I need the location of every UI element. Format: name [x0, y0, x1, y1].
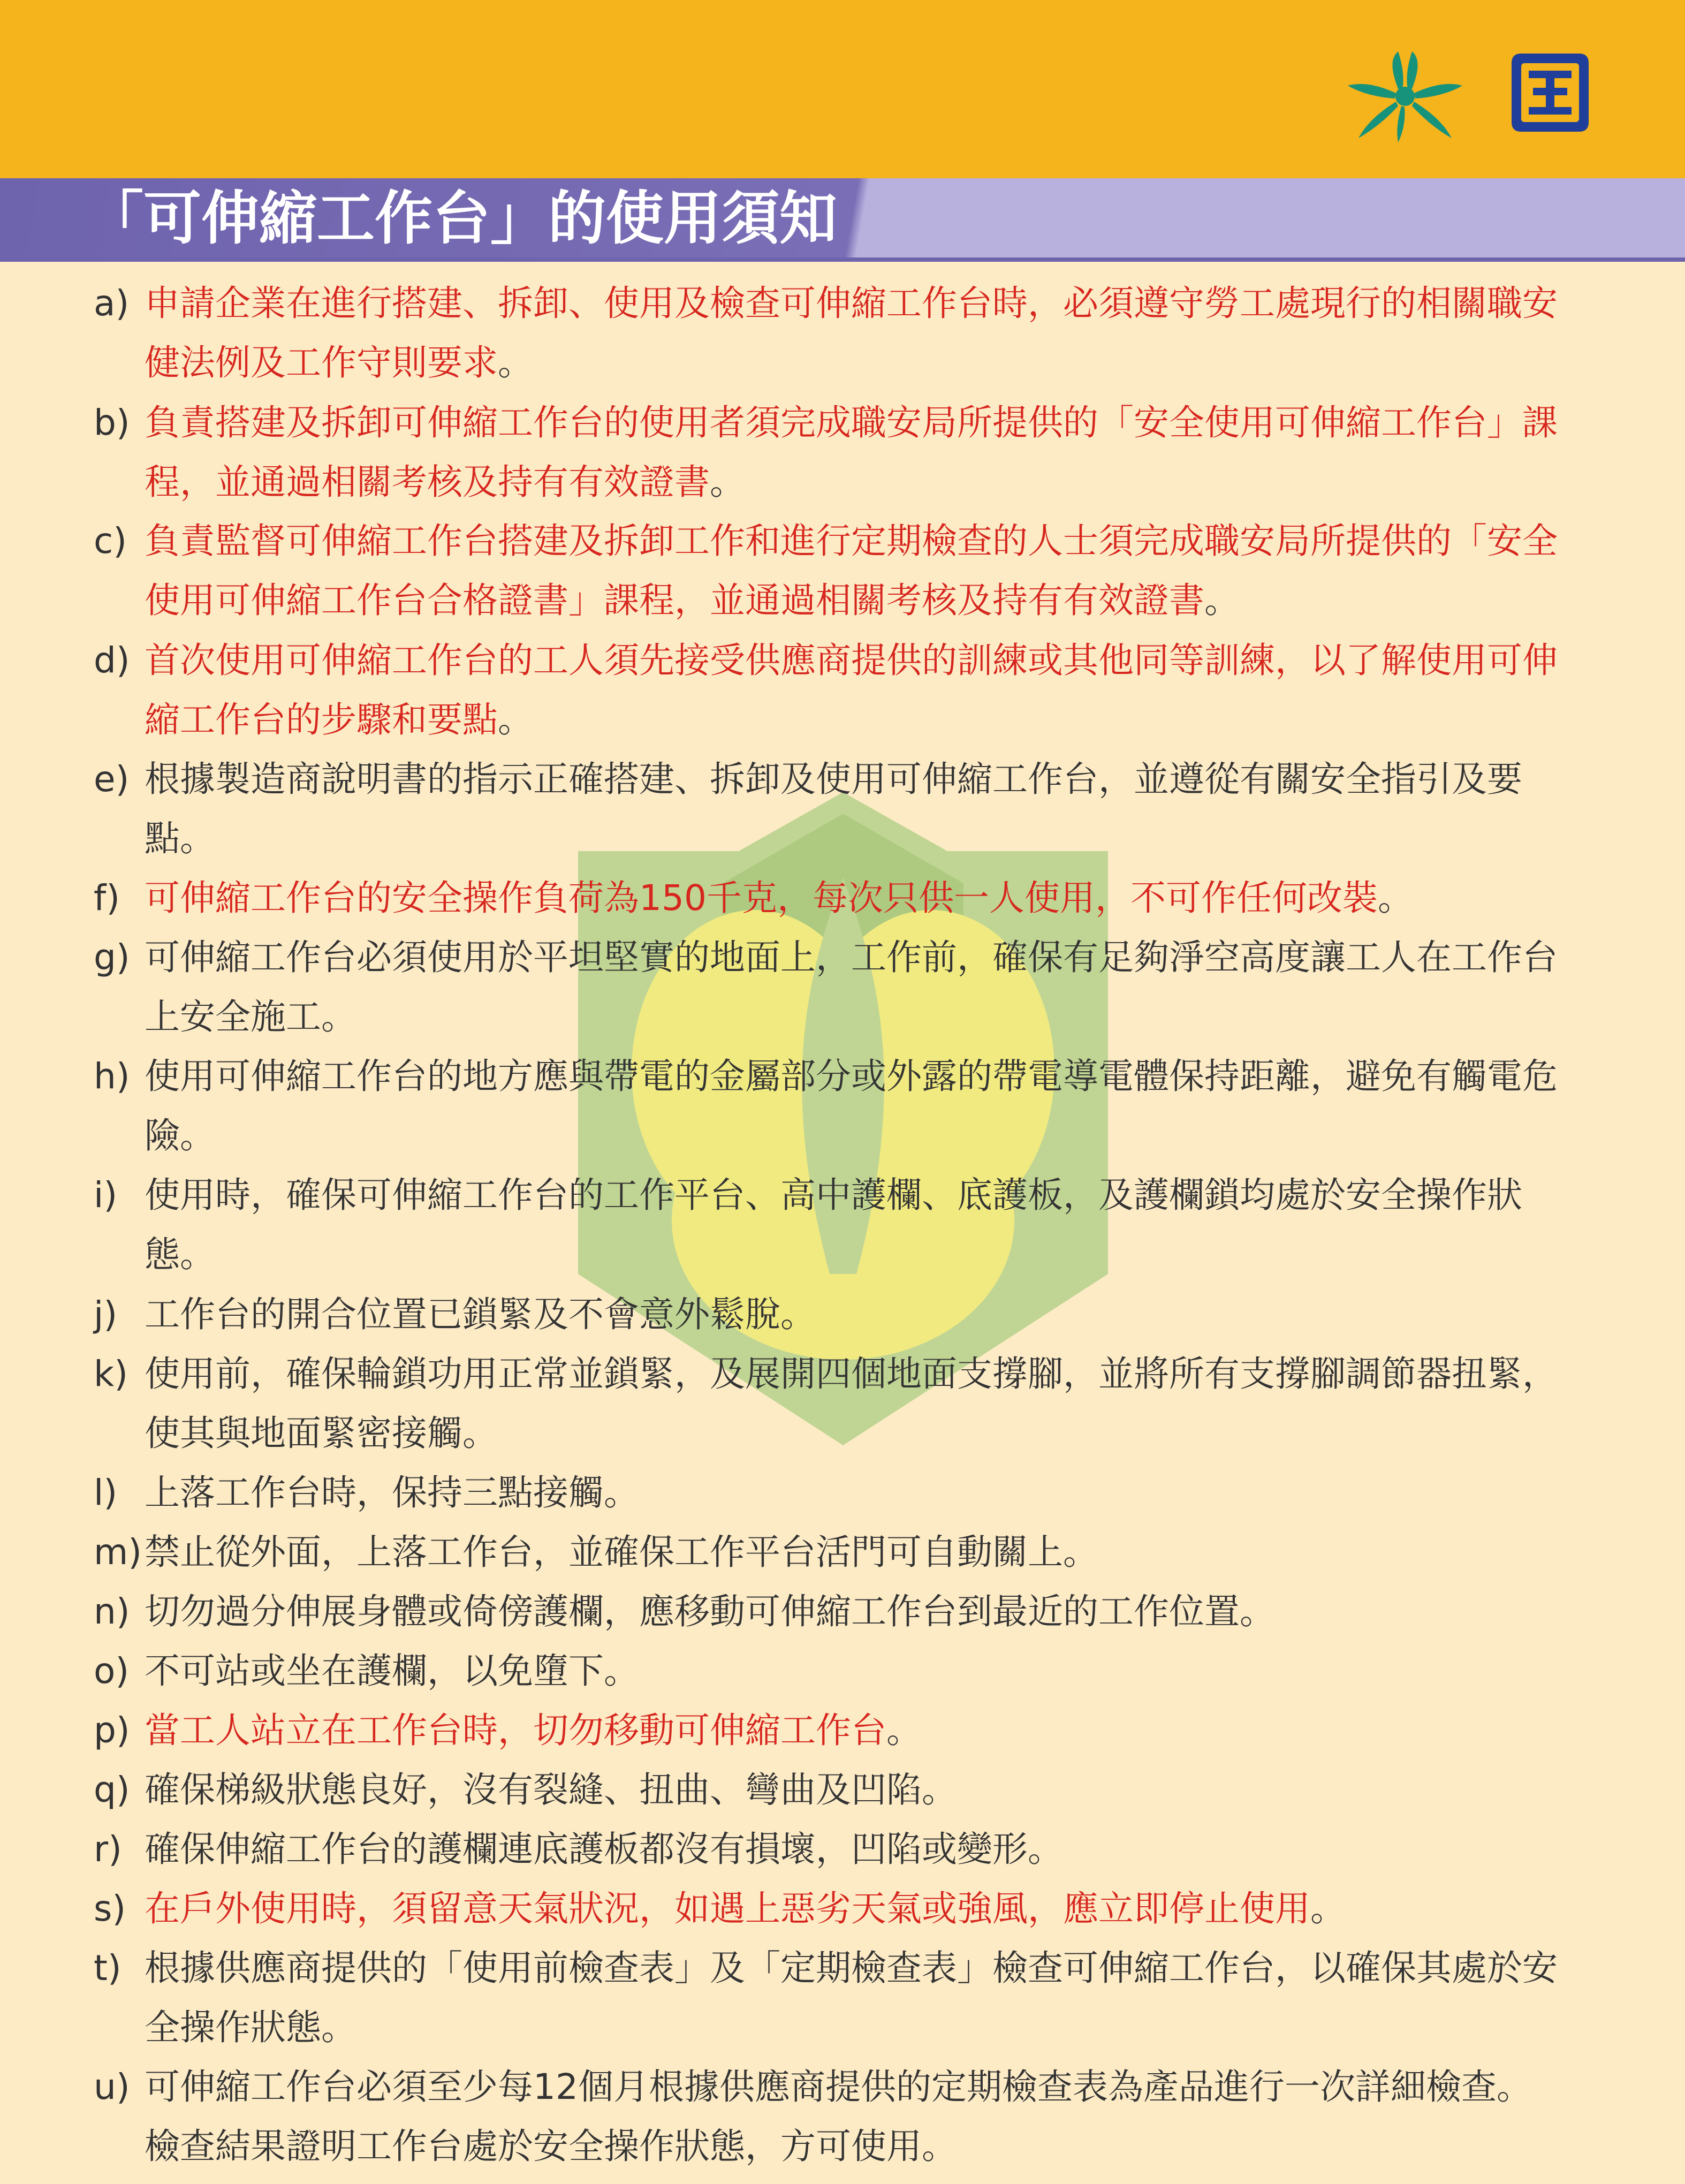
item-label: q)	[94, 1769, 130, 1810]
item-tail: 。	[604, 1650, 639, 1692]
item-text: 切勿過分伸展身體或倚傍護欄，應移動可伸縮工作台到最近的工作位置	[145, 1591, 1240, 1632]
item-tail: 。	[1028, 1829, 1063, 1870]
item-label: p)	[94, 1710, 130, 1751]
list-item	[94, 868, 1560, 928]
item-tail: 。	[321, 996, 356, 1037]
item-label: s)	[94, 1888, 126, 1929]
item-text: 使用可伸縮工作台的地方應與帶電的金屬部分或外露的帶電導電體保持距離，避免有觸電危險	[145, 1056, 1558, 1156]
item-text: 確保伸縮工作台的護欄連底護板都沒有損壞，凹陷或變形	[145, 1829, 1028, 1870]
list-item	[94, 511, 1560, 630]
item-text: 可伸縮工作台必須使用於平坦堅實的地面上，工作前，確保有足夠淨空高度讓工人在工作台上安全施工	[145, 937, 1558, 1037]
item-text: 當工人站立在工作台時，切勿移動可伸縮工作台	[145, 1710, 886, 1751]
item-text: 可伸縮工作台必須至少每12個月根據供應商提供的定期檢查表為產品進行一次詳細檢查。檢查結果證明工作台處於安全操作狀態，方可使用	[145, 2066, 1532, 2167]
list-item	[94, 1522, 1560, 1582]
item-text: 確保梯級狀態良好，沒有裂縫、扭曲、彎曲及凹陷	[145, 1769, 922, 1810]
item-tail: 。	[780, 1294, 816, 1335]
item-tail: 。	[1377, 877, 1413, 919]
item-text: 申請企業在進行搭建、拆卸、使用及檢查可伸縮工作台時，必須遵守勞工處現行的相關職安健法例及工作守則要求	[145, 283, 1558, 383]
item-text: 根據供應商提供的「使用前檢查表」及「定期檢查表」檢查可伸縮工作台，以確保其處於安全操作狀態	[145, 1947, 1558, 2048]
list-item	[94, 631, 1560, 749]
item-text: 負責搭建及拆卸可伸縮工作台的使用者須完成職安局所提供的「安全使用可伸縮工作台」課程，並通過相關考核及持有有效證書	[145, 402, 1558, 503]
item-label: l)	[94, 1472, 118, 1513]
item-label: k)	[94, 1353, 128, 1394]
list-item	[94, 393, 1560, 512]
item-tail: 。	[180, 818, 215, 859]
list-item	[94, 1641, 1560, 1701]
item-label: a)	[94, 283, 130, 324]
item-label: b)	[94, 402, 130, 443]
item-tail: 。	[498, 699, 533, 740]
item-label: r)	[94, 1829, 122, 1870]
item-text: 上落工作台時，保持三點接觸	[145, 1472, 604, 1513]
item-label: j)	[94, 1294, 118, 1335]
item-label: n)	[94, 1591, 130, 1632]
item-tail: 。	[180, 1234, 215, 1275]
item-text: 可伸縮工作台的安全操作負荷為150千克，每次只供一人使用，不可作任何改裝	[145, 877, 1378, 919]
list-item	[94, 1463, 1560, 1522]
item-tail: 。	[710, 461, 745, 503]
list-item	[94, 749, 1560, 868]
list-item	[94, 2057, 1560, 2176]
item-tail: 。	[1310, 1888, 1346, 1929]
item-text: 首次使用可伸縮工作台的工人須先接受供應商提供的訓練或其他同等訓練，以了解使用可伸縮工作台的步驟和要點	[145, 640, 1558, 740]
list-item	[94, 1938, 1560, 2057]
item-tail: 。	[321, 2007, 356, 2048]
item-label: h)	[94, 1056, 130, 1097]
list-item	[94, 928, 1560, 1046]
item-text: 根據製造商說明書的指示正確搭建、拆卸及使用可伸縮工作台，並遵從有關安全指引及要點	[145, 759, 1522, 859]
item-tail: 。	[498, 342, 533, 383]
item-text: 使用前，確保輪鎖功用正常並鎖緊，及展開四個地面支撐腳，並將所有支撐腳調節器扭緊，使其與地面緊密接觸	[145, 1353, 1558, 1454]
item-tail: 。	[462, 1413, 498, 1454]
item-label: m)	[94, 1531, 142, 1573]
item-text: 負責監督可伸縮工作台搭建及拆卸工作和進行定期檢查的人士須完成職安局所提供的「安全使用可伸縮工作台合格證書」課程，並通過相關考核及持有有效證書	[145, 520, 1558, 621]
list-item	[94, 1165, 1560, 1284]
item-tail: 。	[1240, 1591, 1275, 1632]
item-tail: 。	[922, 1769, 957, 1810]
item-label: e)	[94, 759, 130, 800]
item-tail: 。	[180, 1115, 215, 1156]
list-item	[94, 1285, 1560, 1344]
item-text: 不可站或坐在護欄，以免墮下	[145, 1650, 604, 1692]
item-tail: 。	[886, 1710, 922, 1751]
item-label: f)	[94, 877, 120, 919]
item-label: t)	[94, 1947, 122, 1989]
item-label: u)	[94, 2066, 130, 2107]
item-tail: 。	[1063, 1531, 1098, 1573]
item-text: 禁止從外面，上落工作台，並確保工作平台活門可自動關上	[145, 1531, 1063, 1573]
item-text: 在戶外使用時，須留意天氣狀況，如遇上惡劣天氣或強風，應立即停止使用	[145, 1888, 1310, 1929]
list-item	[94, 1701, 1560, 1760]
item-tail: 。	[604, 1472, 639, 1513]
item-text: 使用時，確保可伸縮工作台的工作平台、高中護欄、底護板，及護欄鎖均處於安全操作狀態	[145, 1174, 1522, 1275]
page-title: 「可伸縮工作台」的使用須知	[86, 185, 838, 252]
list-item	[94, 1582, 1560, 1641]
list-item	[94, 1046, 1560, 1165]
item-tail: 。	[1204, 580, 1240, 621]
list-item	[94, 1344, 1560, 1463]
item-label: c)	[94, 520, 127, 562]
item-label: g)	[94, 937, 130, 978]
item-text: 工作台的開合位置已鎖緊及不會意外鬆脫	[145, 1294, 780, 1335]
item-label: o)	[94, 1650, 130, 1692]
list-item	[94, 274, 1560, 392]
list-item	[94, 1819, 1560, 1879]
list-item	[94, 1760, 1560, 1819]
item-label: d)	[94, 640, 130, 681]
item-tail: 。	[922, 2126, 957, 2167]
list-item	[94, 1879, 1560, 1938]
item-label: i)	[94, 1174, 118, 1216]
